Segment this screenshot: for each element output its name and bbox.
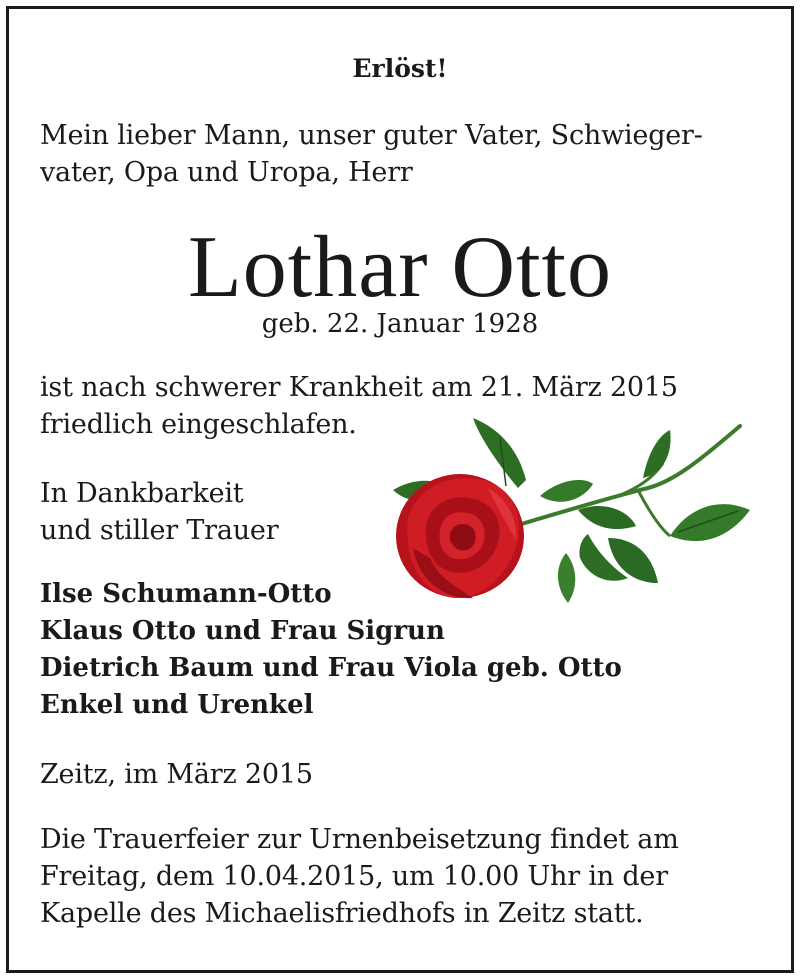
mourner-1: Ilse Schumann-Otto [40, 579, 332, 609]
mourner-4: Enkel und Urenkel [40, 690, 314, 720]
birth-date: geb. 22. Januar 1928 [261, 309, 539, 339]
intro-line-2: vater, Opa und Uropa, Herr [40, 157, 413, 188]
passing-line-2: friedlich eingeschlafen. [40, 409, 357, 440]
grief-line-1: In Dankbarkeit [40, 478, 244, 509]
mourner-3: Dietrich Baum und Frau Viola geb. Otto [40, 653, 622, 683]
passing-line-1: ist nach schwerer Krankheit am 21. März 2015 [40, 372, 678, 403]
funeral-line-3: Kapelle des Michaelisfriedhofs in Zeitz statt. [40, 898, 644, 929]
grief-line-2: und stiller Trauer [40, 515, 279, 546]
rose-icon [388, 418, 754, 618]
funeral-line-1: Die Trauerfeier zur Urnenbeisetzung findet am [40, 824, 679, 855]
place-date: Zeitz, im März 2015 [40, 759, 313, 790]
notice-heading: Erlöst! [352, 54, 448, 83]
deceased-name: Lothar Otto [187, 219, 612, 316]
funeral-line-2: Freitag, dem 10.04.2015, um 10.00 Uhr in der [40, 861, 668, 892]
intro-line-1: Mein lieber Mann, unser guter Vater, Schwieger- [40, 120, 703, 151]
mourner-2: Klaus Otto und Frau Sigrun [40, 616, 445, 646]
